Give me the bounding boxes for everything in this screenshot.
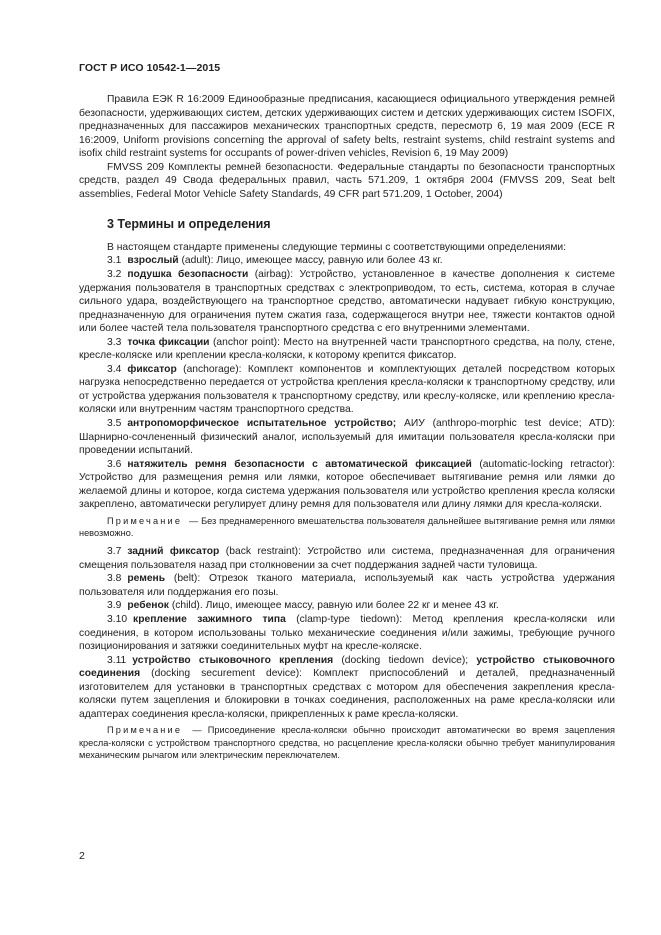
- term-3-2: 3.2 подушка безопасности (airbag): Устройство, установленное в качестве дополнения к системе удержания пользователя в транспортных средствах с электроприводом, то есть, система, которая в случае сильного удара, воздействующего на транспортное средство, автоматически надувает гибкую конструкцию, предназначенную для ограничения путем сжатия газа, содержащегося внутри нее, тяжести контактов одной или более частей тела пользователя транспортного средства с его внутренними элементами.: [79, 269, 615, 335]
- note-1: Примечание — Без преднамеренного вмешательства пользователя дальнейшее вытягивание ремня или лямки невозможно.: [79, 515, 615, 539]
- page-content: [79, 93, 615, 767]
- page-header: ГОСТ Р ИСО 10542-1—2015: [79, 62, 221, 74]
- term-3-4: 3.4 фиксатор (anchorage): Комплект компонентов и комплектующих деталей посредством которых нагрузка непосредственно передается от устройства крепления кресла-коляски к транспортному средству, или от устройства удержания пользователя к транспортному средству, или креслу-коляске, или креплению кресла-коляски или внутренним частям транспортного средства.: [79, 363, 615, 416]
- note-2: Примечание — Присоединение кресла-коляски обычно происходит автоматически во время зацепления кресла-коляски с устройством транспортного средства, но расцепление кресла-коляски обычно требует манипулирования механическим рычагом или электрическим переключателем.: [79, 725, 615, 760]
- section-intro: В настоящем стандарте применены следующие термины с соответствующими определениями:: [107, 241, 567, 253]
- term-3-9: 3.9 ребенок (child). Лицо, имеющее массу, равную или более 22 кг и менее 43 кг.: [107, 600, 499, 612]
- term-3-1: 3.1 взрослый (adult): Лицо, имеющее массу, равную или более 43 кг.: [107, 255, 443, 267]
- term-3-6: 3.6 натяжитель ремня безопасности с автоматической фиксацией (automatic-locking retractor): Устройство для размещения ремня или лямки, которое обеспечивает вытягивание ремня или лямки до желаемой длины и которое, когда система удержания пользователя или устройство крепления кресла коляски закреплено, автоматически регулирует длину ремня для пользователя или длину лямки для кресла-коляски.: [79, 458, 615, 511]
- term-3-3: 3.3 точка фиксации (anchor point): Место на внутренней части транспортного средства, на полу, стене, кресле-коляске или креплении кресла-коляски, к которому крепится фиксатор.: [79, 336, 615, 362]
- page-number: 2: [79, 850, 85, 862]
- section-title: 3 Термины и определения: [107, 217, 271, 232]
- reference-fmvss-209: FMVSS 209 Комплекты ремней безопасности. Федеральные стандарты по безопасности транспортных средств, раздел 49 Свода федеральных правил, часть 571.209, 1 октября 2004 (FMVSS 209, Seat belt assemblies, Federal Motor Vehicle Safety Standards, 49 CFR part 571.209, 1 October, 2004): [79, 161, 615, 200]
- term-3-11: 3.11 устройство стыковочного крепления (docking tiedown device); устройство стыковочного соединения (docking securement device): Комплект приспособлений и деталей, предназначенный изготовителем для установки в транспортных средствах с мотором для обеспечения закрепления кресла-коляски путем зацепления и блокировки в точках соединения, расположенных на раме кресла-коляски или адаптерах соединения кресла-коляски, прикрепленных к раме кресла-коляски.: [79, 654, 615, 720]
- term-3-8: 3.8 ремень (belt): Отрезок тканого материала, используемый как часть устройства удержания пользователя или поддержания его позы.: [79, 573, 615, 598]
- term-3-5: 3.5 антропоморфическое испытательное устройство; АИУ (anthropo-morphic test device; ATD): Шарнирно-сочлененный физический аналог, используемый для имитации пользователя кресла-коляски при проведении испытаний.: [79, 418, 615, 457]
- term-3-10: 3.10 крепление зажимного типа (clamp-type tiedown): Метод крепления кресла-коляски или соединения, в котором использованы только механические соединения и/или зажимы, требующие ручного позиционирования и затяжки соединительных муфт на кресле-коляске.: [79, 614, 615, 653]
- reference-ece-r16: Правила ЕЭК R 16:2009 Единообразные предписания, касающиеся официального утверждения ремней безопасности, удерживающих систем, детских удерживающих систем и детских удерживающих систем ISOFIX, предназначенных для пассажиров механических транспортных средств, пересмотр 6, 19 мая 2009 (ECE R 16:2009, Uniform provisions concerning the approval of safety belts, restraint systems, child restraint systems and isofix child restraint systems for occupants of power-driven vehicles, Revision 6, 19 May 2009): [79, 94, 615, 160]
- term-3-7: 3.7 задний фиксатор (back restraint): Устройство или система, предназначенная для ограничения смещения пользователя назад при столкновении за счет поддержания задней части туловища.: [79, 546, 615, 571]
